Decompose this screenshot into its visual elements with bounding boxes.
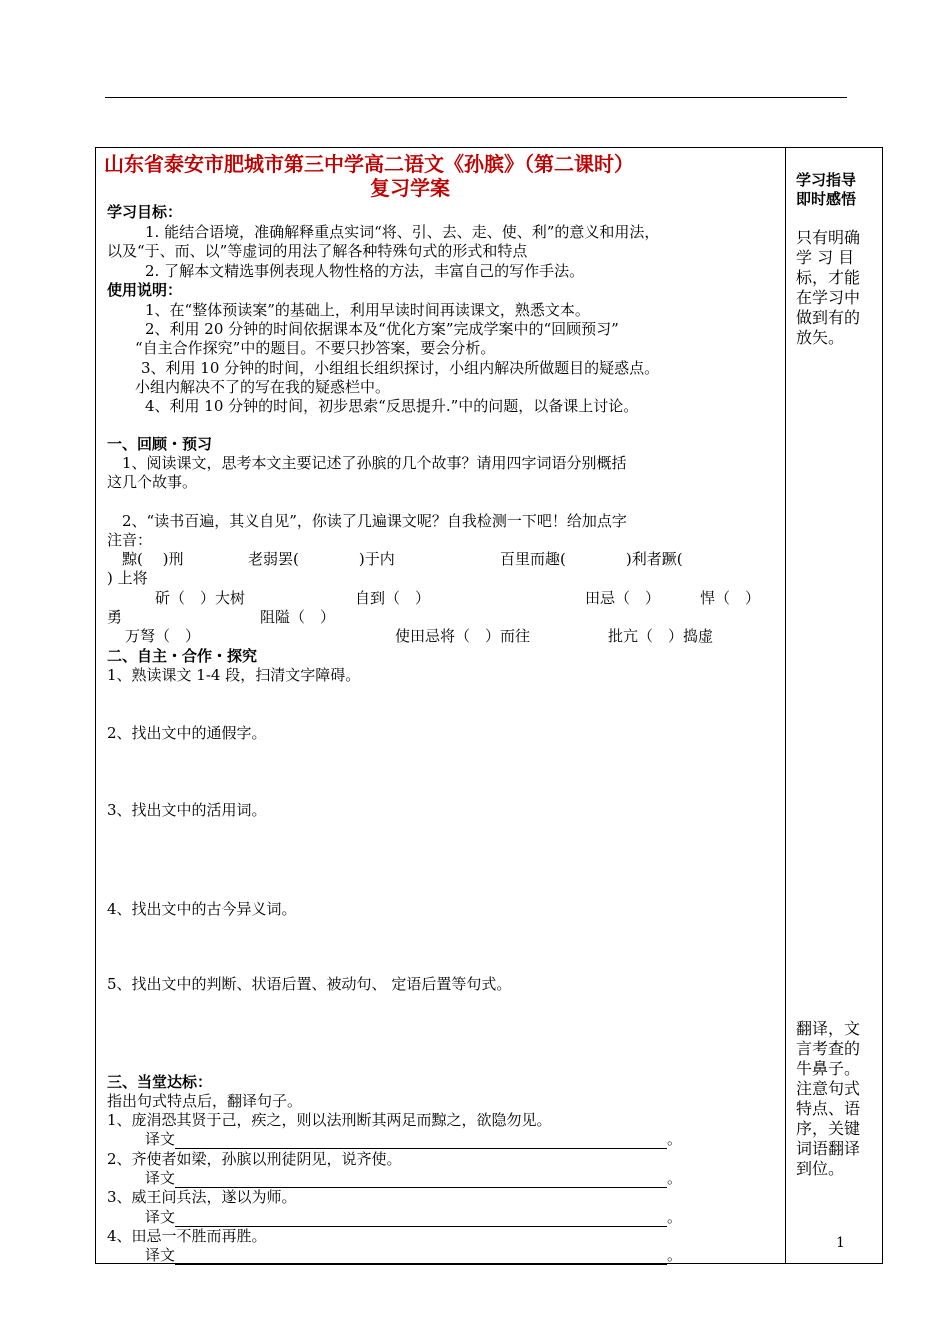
translate-line-3 — [145, 1207, 682, 1227]
translate-line-4 — [145, 1245, 682, 1265]
section2-q2: 2、找出文中的通假字。 — [107, 724, 267, 742]
pinyin-item: ) 上将 — [107, 569, 148, 587]
doc-title-line2: 复习学案 — [370, 176, 450, 200]
answer-blank[interactable] — [175, 1210, 667, 1227]
usage-item-2a: 2、利用 20 分钟的时间依据课本及“优化方案”完成学案中的“回顾预习” — [145, 320, 619, 338]
header-rule — [105, 97, 847, 98]
sentence-1: 1、庞涓恐其贤于己，疾之，则以法刑断其两足而黥之，欲隐勿见。 — [107, 1111, 552, 1129]
doc-title-line1: 山东省泰安市肥城市第三中学高二语文《孙膑》（第二课时） — [104, 152, 634, 176]
sentence-3: 3、威王问兵法，遂以为师。 — [107, 1188, 297, 1206]
note-line: 标，才能 — [796, 268, 861, 287]
goal-item-1a: 1. 能结合语境，准确解释重点实词“将、引、去、走、使、利”的意义和用法， — [145, 223, 660, 241]
usage-item-4: 4、利用 10 分钟的时间，初步思索“反思提升.”中的问题，以备课上讨论。 — [145, 397, 639, 415]
answer-blank[interactable] — [175, 1171, 667, 1188]
pinyin-item: 黥( )刑 — [122, 550, 184, 568]
sidebar-note-1 — [796, 228, 860, 348]
section1-q1b: 这几个故事。 — [107, 473, 198, 491]
sentence-4: 4、田忌一不胜而再胜。 — [107, 1227, 267, 1245]
sidebar-heading-2: 即时感悟 — [796, 190, 857, 208]
section1-q1a: 1、阅读课文，思考本文主要记述了孙膑的几个故事？请用四字词语分别概括 — [122, 454, 627, 472]
section2-q4: 4、找出文中的古今异义词。 — [107, 900, 297, 918]
period: 。 — [667, 1130, 683, 1148]
note-line: 词语翻译 — [796, 1139, 861, 1158]
pinyin-item: 百里而趣( )利者蹶( — [500, 550, 683, 568]
note-line: 翻译，文 — [796, 1019, 861, 1038]
note-line: 放矢。 — [796, 328, 845, 347]
pinyin-item: 使田忌将（ ）而往 — [395, 627, 531, 645]
period: 。 — [667, 1208, 683, 1226]
section2-q1: 1、熟读课文 1-4 段，扫清文字障碍。 — [107, 666, 361, 684]
sidebar-heading-1: 学习指导 — [796, 171, 857, 189]
usage-item-3a: 3、利用 10 分钟的时间，小组组长组织探讨，小组内解决所做题目的疑惑点。 — [141, 359, 660, 377]
section1-q2b: 注音： — [107, 531, 153, 549]
sentence-2: 2、齐使者如梁，孙膑以刑徒阴见，说齐使。 — [107, 1150, 402, 1168]
pinyin-item: 悍（ ） — [700, 589, 761, 607]
note-line: 在学习中 — [796, 288, 861, 307]
note-line: 牛鼻子。 — [796, 1059, 861, 1078]
note-line: 言考查的 — [796, 1039, 861, 1058]
section2-heading: 二、自主・合作・探究 — [107, 647, 258, 665]
sidebar-note-2 — [796, 1019, 860, 1179]
pinyin-item: 老弱罢( )于内 — [248, 550, 395, 568]
column-divider — [785, 147, 786, 1264]
pinyin-item: 斫（ ）大树 — [155, 589, 246, 607]
answer-blank[interactable] — [175, 1132, 667, 1149]
note-line: 注意句式 — [796, 1079, 861, 1098]
translate-label: 译文 — [145, 1246, 176, 1264]
section2-q3: 3、找出文中的活用词。 — [107, 801, 267, 819]
section1-q2a: 2、“读书百遍，其义自见”，你读了几遍课文呢？自我检测一下吧！给加点字 — [122, 512, 627, 530]
note-line: 序，关键 — [796, 1119, 861, 1138]
period: 。 — [667, 1246, 683, 1264]
usage-item-1: 1、在“整体预读案”的基础上，利用早读时间再读课文，熟悉文本。 — [145, 301, 590, 319]
goal-item-2: 2. 了解本文精选事例表现人物性格的方法，丰富自己的写作手法。 — [145, 262, 585, 280]
period: 。 — [667, 1169, 683, 1187]
pinyin-item: 万弩（ ） — [125, 627, 201, 645]
goal-item-1b: 以及“于、而、以”等虚词的用法了解各种特殊句式的形式和特点 — [107, 242, 528, 260]
answer-blank[interactable] — [175, 1248, 667, 1265]
translate-label: 译文 — [145, 1169, 176, 1187]
usage-heading: 使用说明： — [107, 281, 183, 299]
note-line: 学 习 目 — [796, 248, 855, 267]
page-number: 1 — [836, 1235, 845, 1251]
pinyin-item: 阻隘（ ） — [260, 608, 336, 626]
translate-label: 译文 — [145, 1130, 176, 1148]
pinyin-item: 田忌（ ） — [585, 589, 661, 607]
note-line: 到位。 — [796, 1159, 845, 1178]
usage-item-2b: “自主合作探究”中的题目。不要只抄答案，要会分析。 — [135, 339, 496, 357]
goals-heading: 学习目标： — [107, 203, 183, 221]
section2-q5: 5、找出文中的判断、状语后置、被动句、 定语后置等句式。 — [107, 975, 512, 993]
translate-line-2 — [145, 1168, 682, 1188]
note-line: 特点、语 — [796, 1099, 861, 1118]
section1-heading: 一、回顾・预习 — [107, 435, 213, 453]
pinyin-item: 自到（ ） — [355, 589, 431, 607]
pinyin-item: 批亢（ ）捣虚 — [608, 627, 714, 645]
note-line: 只有明确 — [796, 228, 861, 247]
section3-intro: 指出句式特点后，翻译句子。 — [107, 1092, 303, 1110]
note-line: 做到有的 — [796, 308, 861, 327]
usage-item-3b: 小组内解决不了的写在我的疑惑栏中。 — [135, 378, 391, 396]
pinyin-item: 勇 — [107, 608, 123, 626]
translate-label: 译文 — [145, 1208, 176, 1226]
translate-line-1 — [145, 1129, 682, 1149]
section3-heading: 三、当堂达标： — [107, 1073, 213, 1091]
